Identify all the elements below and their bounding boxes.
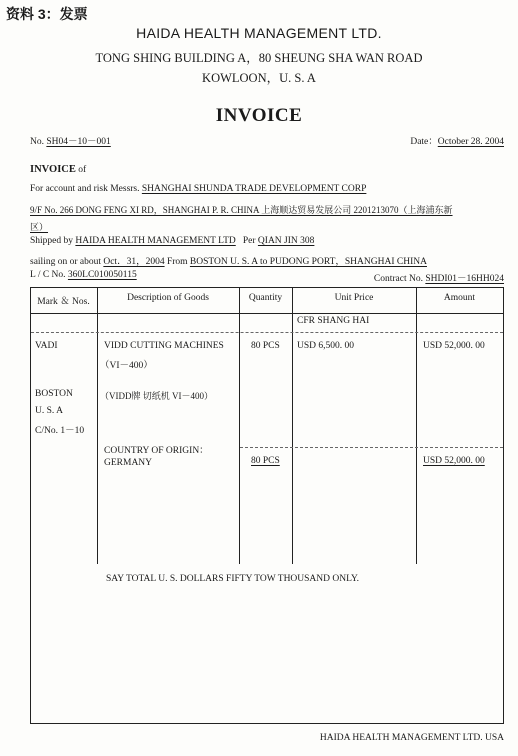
header-description: Description of Goods <box>127 293 209 303</box>
invoice-of <box>30 164 86 175</box>
amount-value: USD 52,000. 00 <box>423 341 485 351</box>
per-label: Per <box>242 236 256 246</box>
messrs-address-line2: 区） <box>30 222 49 232</box>
description-line2: （VI－400） <box>100 361 153 371</box>
table-bottom-border <box>30 723 504 724</box>
col-divider-2 <box>239 287 240 564</box>
shipped-value: HAIDA HEALTH MANAGEMENT LTD <box>75 236 236 246</box>
invoice-date-label: Date： <box>410 137 438 147</box>
invoice-date <box>410 133 504 147</box>
invoice-date-value: October 28. 2004 <box>437 137 504 147</box>
mark-line: U. S. A <box>35 406 63 416</box>
messrs-address-line1: 9/F No. 266 DONG FENG XI RD，SHANGHAI P. R. CHINA 上海顺达贸易发展公司 2201213070（上海浦东新 <box>30 205 453 215</box>
header-unit-price: Unit Price <box>334 293 374 303</box>
invoice-number-label: No. <box>30 137 44 147</box>
messrs-value: SHANGHAI SHUNDA TRADE DEVELOPMENT CORP <box>141 184 367 194</box>
sailing-date: Oct．31，2004 <box>103 257 165 267</box>
sailing-route: BOSTON U. S. A to PUDONG PORT，SHANGHAI CHINA <box>189 257 427 267</box>
origin-line2: GERMANY <box>104 458 153 468</box>
sailing-label: sailing on or about <box>30 257 101 267</box>
table-right-border <box>503 287 504 724</box>
quantity-value: 80 PCS <box>251 341 280 351</box>
table-top-border <box>30 287 504 288</box>
messrs-line <box>30 184 366 194</box>
mark-line: VADI <box>35 341 58 351</box>
sailing-line <box>30 253 427 267</box>
description-line3: （VIDD牌 切纸机 VI－400） <box>100 391 213 401</box>
invoice-of-bold: INVOICE <box>30 164 76 175</box>
total-amount: USD 52,000. 00 <box>423 456 485 466</box>
company-name: HAIDA HEALTH MANAGEMENT LTD. <box>136 25 382 41</box>
mark-line: BOSTON <box>35 389 73 399</box>
messrs-label: For account and risk Messrs. <box>30 184 140 194</box>
lc-line <box>30 270 137 280</box>
invoice-of-rest: of <box>75 165 87 175</box>
price-term: CFR SHANG HAI <box>297 316 370 326</box>
col-divider-1 <box>97 287 98 564</box>
table-header-bottom-border <box>30 313 504 314</box>
shipped-line <box>30 236 314 246</box>
header-quantity: Quantity <box>248 293 283 303</box>
company-address-line2: KOWLOON，U. S. A <box>202 71 316 85</box>
contract-line <box>374 270 504 284</box>
invoice-number <box>30 133 111 147</box>
sailing-from-label: From <box>166 257 188 267</box>
col-divider-3 <box>292 287 293 564</box>
origin-line1: COUNTRY OF ORIGIN： <box>104 446 209 456</box>
description-line1: VIDD CUTTING MACHINES <box>104 341 224 351</box>
header-marks: Mark ＆ Nos. <box>37 297 90 307</box>
mark-line: C/No. 1－10 <box>35 426 85 436</box>
dashed-rule-upper <box>31 332 503 333</box>
say-total: SAY TOTAL U. S. DOLLARS FIFTY TOW THOUSAND ONLY. <box>106 574 359 584</box>
invoice-number-value: SH04－10－001 <box>46 137 111 147</box>
table-left-border <box>30 287 31 724</box>
invoice-title: INVOICE <box>215 105 303 126</box>
unit-price-value: USD 6,500. 00 <box>297 341 355 351</box>
per-value: QIAN JIN 308 <box>257 236 315 246</box>
col-divider-4 <box>416 287 417 564</box>
dashed-rule-lower <box>240 447 503 448</box>
footer-company: HAIDA HEALTH MANAGEMENT LTD. USA <box>319 733 504 743</box>
total-quantity: 80 PCS <box>251 456 280 466</box>
company-address-line1: TONG SHING BUILDING A，80 SHEUNG SHA WAN ROAD <box>95 51 423 65</box>
section-label: 资料 3：发票 <box>6 6 88 22</box>
lc-label: L / C No. <box>30 270 66 280</box>
lc-value: 360LC010050115 <box>67 270 137 280</box>
contract-label: Contract No. <box>373 274 423 284</box>
header-amount: Amount <box>443 293 476 303</box>
contract-value: SHDI01－16HH024 <box>425 274 504 284</box>
shipped-label: Shipped by <box>30 236 74 246</box>
